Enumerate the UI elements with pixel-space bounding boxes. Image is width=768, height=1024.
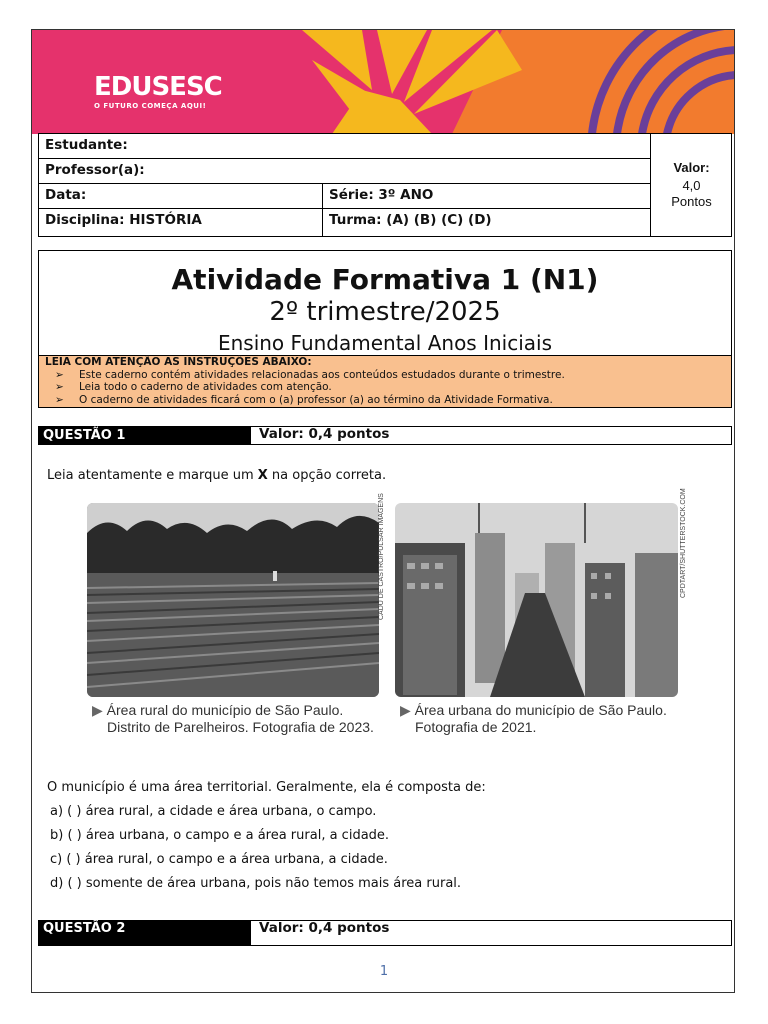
class-label: Turma: (A) (B) (C) (D) bbox=[329, 212, 492, 228]
question-2-header bbox=[38, 920, 732, 946]
instruction-mark: X bbox=[257, 468, 268, 483]
header-banner bbox=[32, 30, 735, 134]
instructions-box bbox=[39, 355, 731, 407]
instruction-item bbox=[45, 381, 725, 394]
subject-label: Disciplina: HISTÓRIA bbox=[45, 212, 202, 228]
valor-unit: Pontos bbox=[671, 194, 712, 209]
rural-area-photo bbox=[87, 503, 379, 697]
teacher-field[interactable] bbox=[39, 159, 651, 184]
student-field[interactable] bbox=[39, 134, 651, 159]
valor-label: Valor: bbox=[673, 160, 710, 175]
caption-arrow-icon: ▶ bbox=[400, 702, 415, 718]
valor-value bbox=[651, 178, 732, 210]
rural-photo-credit: CADU DE CASTRO/PULSAR IMAGENS bbox=[378, 493, 385, 620]
question-2-value: Valor: 0,4 pontos bbox=[259, 920, 390, 936]
title-block bbox=[38, 250, 732, 408]
instruction-pre: Leia atentamente e marque um bbox=[47, 468, 258, 483]
period-title: 2º trimestre/2025 bbox=[269, 297, 501, 327]
arrow-bullet-icon: ➢ bbox=[55, 393, 64, 406]
question-1-header bbox=[38, 426, 732, 445]
date-field[interactable] bbox=[39, 184, 323, 209]
urban-caption-line1: Área urbana do município de São Paulo. bbox=[414, 702, 667, 718]
question-2-label: QUESTÃO 2 bbox=[39, 921, 251, 945]
caption-arrow-icon: ▶ bbox=[92, 702, 107, 718]
arrow-bullet-icon: ➢ bbox=[55, 381, 64, 393]
instruction-post: na opção correta. bbox=[267, 468, 387, 483]
page-number: 1 bbox=[379, 964, 389, 979]
subject-field bbox=[39, 209, 323, 236]
question-1-instruction bbox=[47, 468, 386, 483]
instructions-heading: LEIA COM ATENÇÃO AS INSTRUÇÕES ABAIXO: bbox=[45, 356, 312, 368]
date-label: Data: bbox=[45, 187, 87, 203]
option-c[interactable]: c) ( ) área rural, o campo e a área urbana, a cidade. bbox=[50, 852, 388, 867]
activity-title: Atividade Formativa 1 (N1) bbox=[171, 263, 599, 296]
class-field[interactable] bbox=[323, 209, 651, 236]
instruction-item bbox=[45, 369, 725, 382]
logo-wordmark: EDUSESC bbox=[94, 72, 222, 102]
rural-caption-line2: Distrito de Parelheiros. Fotografia de 2023. bbox=[107, 719, 374, 735]
document-page bbox=[31, 29, 735, 993]
valor-number: 4,0 bbox=[682, 178, 701, 193]
option-d[interactable]: d) ( ) somente de área urbana, pois não temos mais área rural. bbox=[50, 876, 462, 891]
student-label: Estudante: bbox=[45, 137, 128, 153]
student-info-table bbox=[38, 133, 732, 237]
urban-caption-line2: Fotografia de 2021. bbox=[415, 719, 537, 735]
question-1-stem: O município é uma área territorial. Geralmente, ela é composta de: bbox=[47, 780, 486, 795]
logo-tagline: O FUTURO COMEÇA AQUI! bbox=[94, 102, 207, 110]
option-b[interactable]: b) ( ) área urbana, o campo e a área rural, a cidade. bbox=[50, 828, 390, 843]
question-1-label: QUESTÃO 1 bbox=[39, 427, 251, 444]
instruction-item bbox=[45, 394, 725, 407]
total-value-box bbox=[651, 134, 732, 236]
grade-field bbox=[323, 184, 651, 209]
instruction-text: Este caderno contém atividades relacionadas aos conteúdos estudados durante o trimestre. bbox=[79, 368, 565, 381]
edusesc-logo bbox=[94, 74, 222, 110]
teacher-label: Professor(a): bbox=[45, 162, 145, 178]
instruction-text: Leia todo o caderno de atividades com atenção. bbox=[79, 381, 332, 393]
urban-photo-credit: CPDTART/SHUTTERSTOCK.COM bbox=[680, 488, 687, 598]
option-a[interactable]: a) ( ) área rural, a cidade e área urbana, o campo. bbox=[50, 804, 377, 819]
level-title: Ensino Fundamental Anos Iniciais bbox=[217, 331, 553, 355]
question-1-value: Valor: 0,4 pontos bbox=[259, 426, 390, 442]
urban-photo-caption bbox=[400, 702, 667, 736]
rural-photo-caption bbox=[92, 702, 374, 736]
grade-label: Série: 3º ANO bbox=[329, 187, 434, 203]
rural-caption-line1: Área rural do município de São Paulo. bbox=[106, 702, 344, 718]
arrow-bullet-icon: ➢ bbox=[55, 368, 64, 381]
urban-area-photo bbox=[395, 503, 678, 697]
instruction-text: O caderno de atividades ficará com o (a) professor (a) ao término da Atividade Formativa. bbox=[79, 393, 553, 406]
